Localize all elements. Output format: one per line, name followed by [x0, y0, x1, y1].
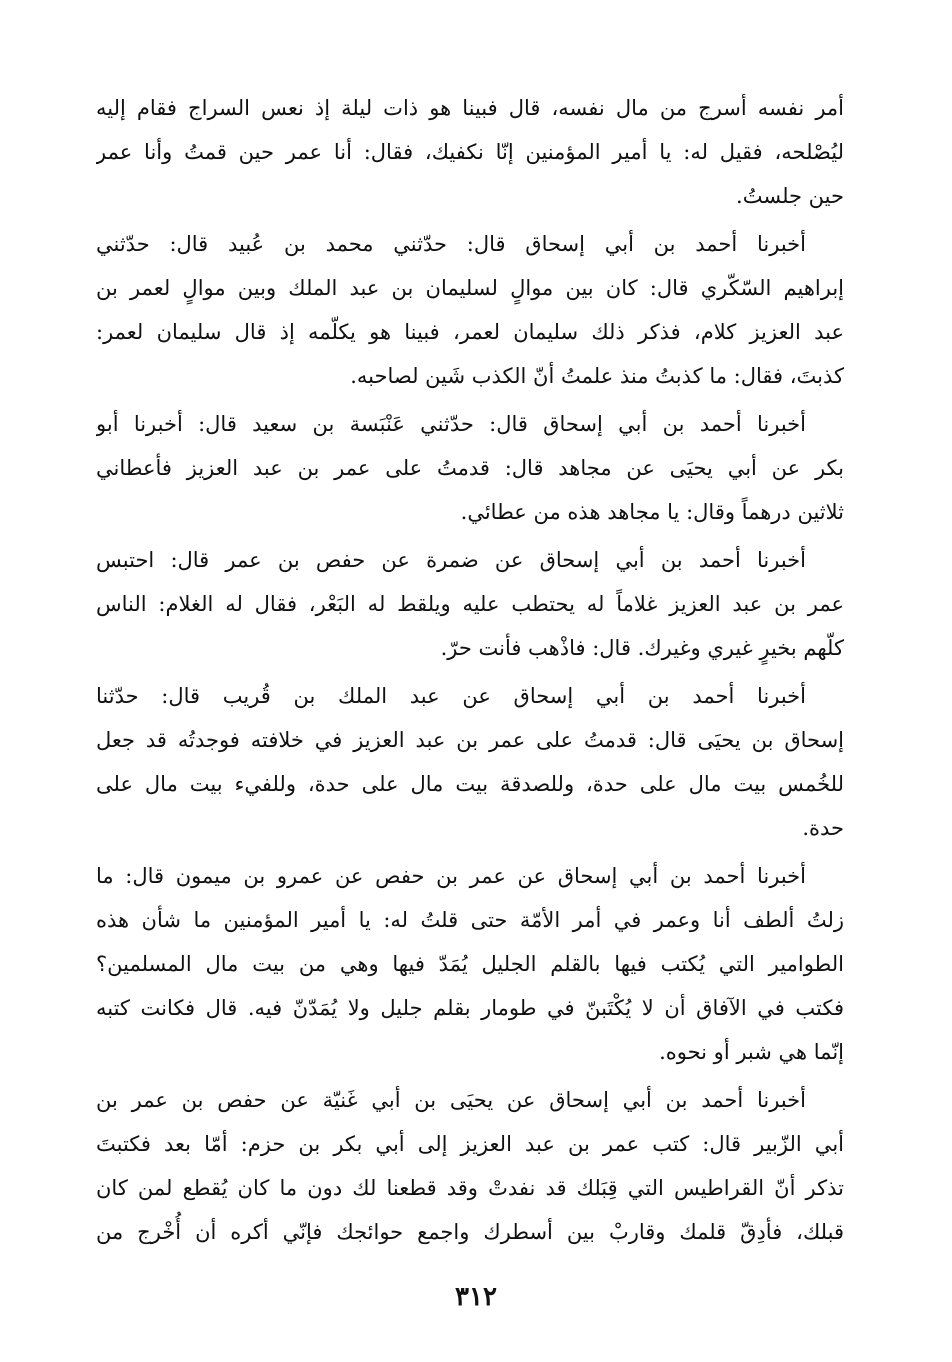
- paragraph-5: [96, 674, 844, 850]
- text-line: للخُمس بيت مال على حدة، وللصدقة بيت مال على حدة، وللفيء بيت مال على: [96, 772, 844, 796]
- text-line: أمر نفسه أسرج من مال نفسه، قال فبينا هو ذات ليلة إذ نعس السراج فقام إليه: [96, 96, 844, 120]
- text-line: أخبرنا أحمد بن أبي إسحاق عن ضمرة عن حفص بن عمر قال: احتبس: [96, 548, 806, 572]
- text-line: ليُصْلحه، فقيل له: يا أمير المؤمنين إنّا نكفيك، فقال: أنا عمر حين قمتُ وأنا عمر: [96, 140, 844, 164]
- text-line: ثلاثين درهماً وقال: يا مجاهد هذه من عطائي.: [460, 500, 844, 524]
- book-page-text: [96, 86, 844, 1258]
- text-line: زلتُ ألطف أنا وعمر في أمر الأمّة حتى قلتُ له: يا أمير المؤمنين ما شأن هذه: [96, 908, 844, 932]
- text-line: أخبرنا أحمد بن أبي إسحاق قال: حدّثني عَنْبَسة بن سعيد قال: أخبرنا أبو: [96, 412, 806, 436]
- page-number: ٣١٢: [455, 1282, 497, 1312]
- paragraph-7: [96, 1078, 844, 1254]
- paragraph-2: [96, 222, 844, 398]
- text-line: إنّما هي شبر أو نحوه.: [659, 1040, 844, 1064]
- text-line: أخبرنا أحمد بن أبي إسحاق عن عبد الملك بن قُريب قال: حدّثنا: [96, 684, 806, 708]
- text-line: أبي الزّبير قال: كتب عمر بن عبد العزيز إلى أبي بكر بن حزم: أمّا بعد فكتبتَ: [96, 1132, 844, 1156]
- text-line: أخبرنا أحمد بن أبي إسحاق قال: حدّثني محمد بن عُبيد قال: حدّثني: [96, 232, 806, 256]
- text-line: عمر بن عبد العزيز غلاماً له يحتطب عليه ويلقط له البَعْر، فقال له الغلام: الناس: [96, 592, 844, 616]
- text-line: كلّهم بخيرٍ غيري وغيرك. قال: فاذْهب فأنت حرّ.: [440, 636, 844, 660]
- text-line: حدة.: [802, 816, 844, 840]
- text-line: حين جلستُ.: [736, 184, 844, 208]
- text-line: عبد العزيز كلام، فذكر ذلك سليمان لعمر، فبينا هو يكلّمه إذ قال سليمان لعمر:: [96, 320, 844, 344]
- text-line: فكتب في الآفاق أن لا يُكْتَبنّ في طومار بقلم جليل ولا يُمَدّنّ فيه. قال فكانت كتبه: [96, 996, 844, 1020]
- text-line: كذبتَ، فقال: ما كذبتُ منذ علمتُ أنّ الكذب شَين لصاحبه.: [350, 364, 844, 388]
- text-line: قبلك، فأدِقّ قلمك وقاربْ بين أسطرك واجمع حوائجك فإنّي أكره أن أُخْرج من: [96, 1220, 844, 1244]
- text-line: إسحاق بن يحيَى قال: قدمتُ على عمر بن عبد العزيز في خلافته فوجدتُه قد جعل: [96, 728, 844, 752]
- text-line: تذكر أنّ القراطيس التي قِبَلك قد نفدتْ وقد قطعنا لك دون ما كان يُقطع لمن كان: [96, 1176, 844, 1200]
- text-line: الطوامير التي يُكتب فيها بالقلم الجليل يُمَدّ فيها وهي من بيت مال المسلمين؟: [96, 952, 844, 976]
- paragraph-6: [96, 854, 844, 1074]
- paragraph-4: [96, 538, 844, 670]
- text-line: أخبرنا أحمد بن أبي إسحاق عن يحيَى بن أبي غَنيّة عن حفص بن عمر بن: [96, 1088, 806, 1112]
- text-line: إبراهيم السّكّري قال: كان بين موالٍ لسليمان بن عبد الملك وبين موالٍ لعمر بن: [96, 276, 844, 300]
- paragraph-1: [96, 86, 844, 218]
- paragraph-3: [96, 402, 844, 534]
- text-line: بكر عن أبي يحيَى عن مجاهد قال: قدمتُ على عمر بن عبد العزيز فأعطاني: [96, 456, 844, 480]
- text-line: أخبرنا أحمد بن أبي إسحاق عن عمر بن حفص عن عمرو بن ميمون قال: ما: [96, 864, 806, 888]
